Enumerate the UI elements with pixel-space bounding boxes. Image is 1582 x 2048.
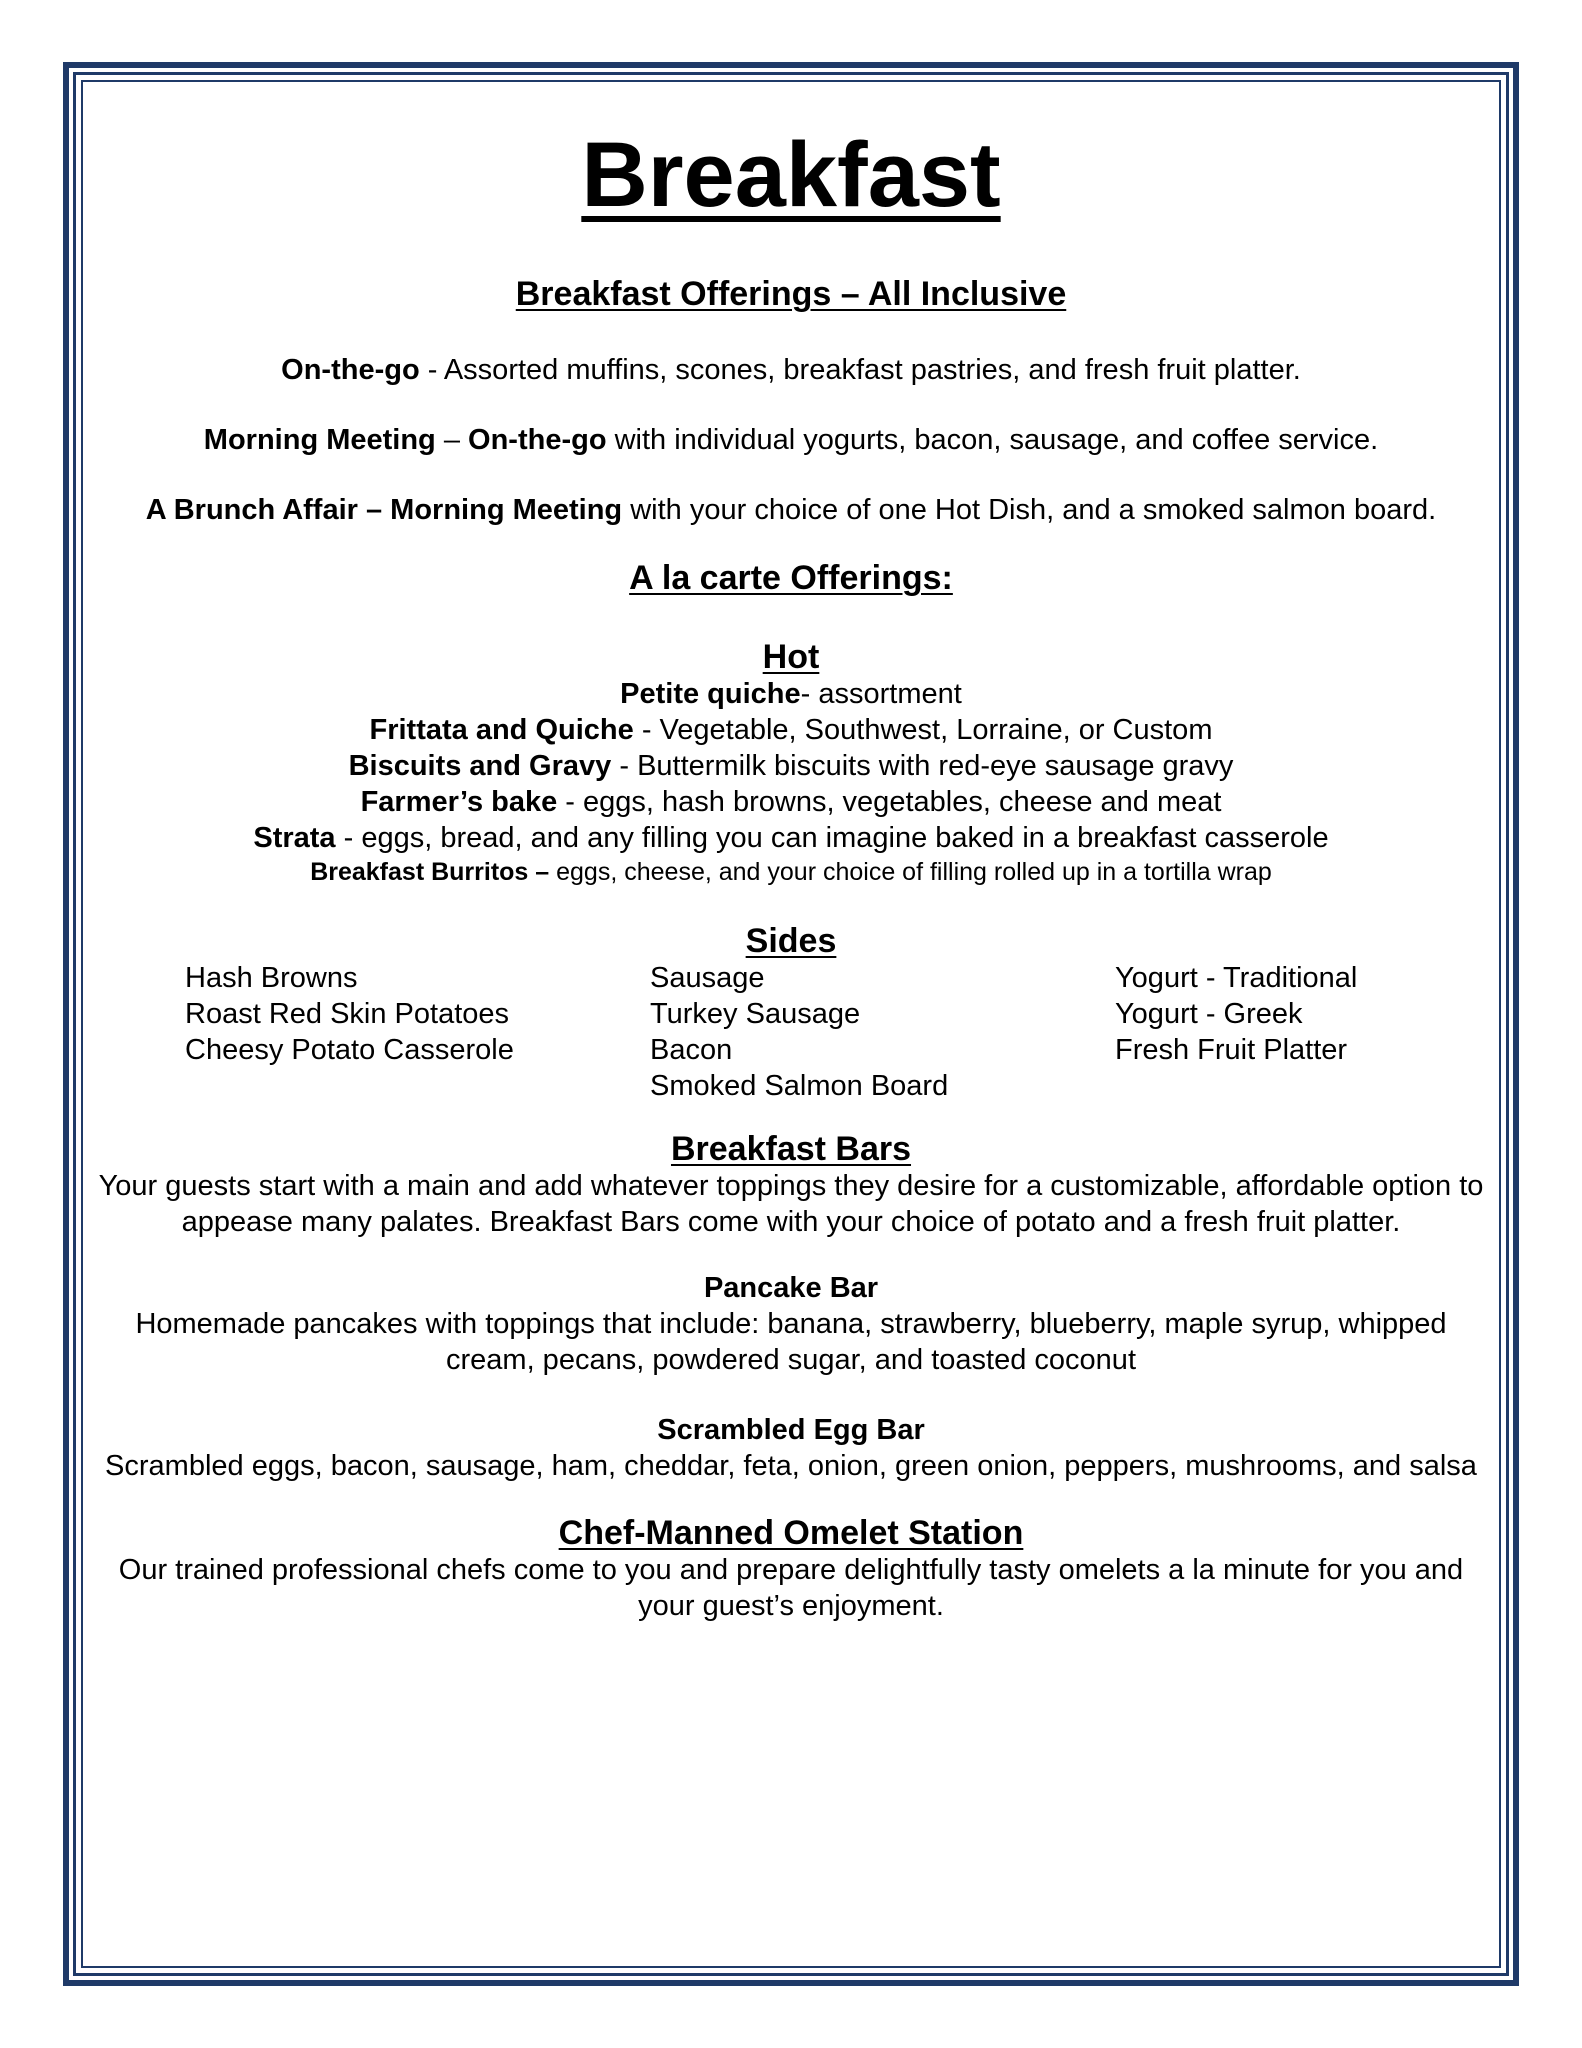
hot-item-separator: - [800, 678, 819, 710]
inclusive-item-name: A Brunch Affair – Morning Meeting [145, 494, 623, 526]
side-item: Bacon [650, 1034, 733, 1066]
sides-column [1115, 960, 1357, 1068]
hot-item-name: Farmer’s bake [360, 786, 558, 818]
inclusive-item-ref: On-the-go [468, 424, 607, 456]
hot-item-name: Petite quiche [620, 678, 801, 710]
sides-list [90, 960, 1492, 1100]
egg-bar-heading: Scrambled Egg Bar [657, 1414, 925, 1446]
hot-item-name: Frittata and Quiche [369, 714, 634, 746]
hot-item-desc: eggs, bread, and any filling you can imagine baked in a breakfast casserole [361, 822, 1329, 854]
inclusive-item-desc: with individual yogurts, bacon, sausage, and coffee service. [606, 424, 1379, 456]
inclusive-item [90, 422, 1492, 458]
sides-column [185, 960, 514, 1068]
omelet-heading: Chef-Manned Omelet Station [558, 1514, 1024, 1552]
page-title: Breakfast [581, 124, 1001, 226]
side-item: Yogurt - Greek [1115, 998, 1303, 1030]
bars-intro: Your guests start with a main and add whatever toppings they desire for a customizable, affordable option to appease many palates. Breakfast Bars come with your choice of potato and a fresh fruit platter. [98, 1170, 1484, 1238]
hot-item-name: Strata [253, 822, 336, 854]
egg-bar-desc: Scrambled eggs, bacon, sausage, ham, cheddar, feta, onion, green onion, peppers, mushrooms, and salsa [105, 1450, 1477, 1482]
inclusive-item-desc: Assorted muffins, scones, breakfast pastries, and fresh fruit platter. [443, 354, 1301, 386]
hot-item-name: Breakfast Burritos – [310, 858, 550, 886]
hot-item [90, 712, 1492, 748]
hot-item-separator: - [611, 750, 638, 782]
side-item: Fresh Fruit Platter [1115, 1034, 1348, 1066]
side-item: Smoked Salmon Board [650, 1070, 949, 1102]
inclusive-item-name: On-the-go [281, 354, 420, 386]
hot-item [90, 820, 1492, 856]
side-item: Sausage [650, 962, 765, 994]
omelet-desc: Our trained professional chefs come to you and prepare delightfully tasty omelets a la minute for you and your guest’s enjoyment. [118, 1554, 1464, 1622]
inclusive-item [90, 492, 1492, 528]
sides-heading: Sides [745, 922, 837, 960]
alacarte-heading: A la carte Offerings: [629, 559, 953, 597]
bars-heading: Breakfast Bars [670, 1130, 912, 1168]
inclusive-item [90, 352, 1492, 388]
hot-item-desc: eggs, cheese, and your choice of filling rolled up in a tortilla wrap [556, 858, 1272, 886]
inclusive-heading: Breakfast Offerings – All Inclusive [515, 275, 1067, 313]
hot-item-separator: - [335, 822, 362, 854]
hot-item [90, 748, 1492, 784]
sides-column [650, 960, 948, 1104]
hot-item-name: Biscuits and Gravy [348, 750, 612, 782]
hot-item-separator: - [633, 714, 660, 746]
hot-heading: Hot [762, 638, 820, 676]
hot-item-desc: Vegetable, Southwest, Lorraine, or Custom [659, 714, 1213, 746]
inclusive-item-name: Morning Meeting [203, 424, 436, 456]
menu-content [90, 120, 1492, 1624]
side-item: Turkey Sausage [650, 998, 861, 1030]
inclusive-item-separator: - [419, 354, 444, 386]
hot-item [90, 856, 1492, 888]
hot-item-desc: Buttermilk biscuits with red-eye sausage gravy [637, 750, 1234, 782]
hot-item [90, 676, 1492, 712]
side-item: Roast Red Skin Potatoes [185, 998, 510, 1030]
inclusive-item-desc: with your choice of one Hot Dish, and a smoked salmon board. [622, 494, 1437, 526]
side-item: Hash Browns [185, 962, 358, 994]
side-item: Yogurt - Traditional [1115, 962, 1358, 994]
pancake-bar-heading: Pancake Bar [703, 1272, 879, 1304]
hot-item [90, 784, 1492, 820]
hot-item-separator: - [557, 786, 584, 818]
hot-item-desc: assortment [818, 678, 962, 710]
side-item: Cheesy Potato Casserole [185, 1034, 514, 1066]
pancake-bar-desc: Homemade pancakes with toppings that include: banana, strawberry, blueberry, maple syrup, whipped cream, pecans, powdered sugar, and toasted coconut [135, 1308, 1447, 1376]
inclusive-item-separator: – [435, 424, 469, 456]
hot-item-desc: eggs, hash browns, vegetables, cheese and meat [583, 786, 1222, 818]
